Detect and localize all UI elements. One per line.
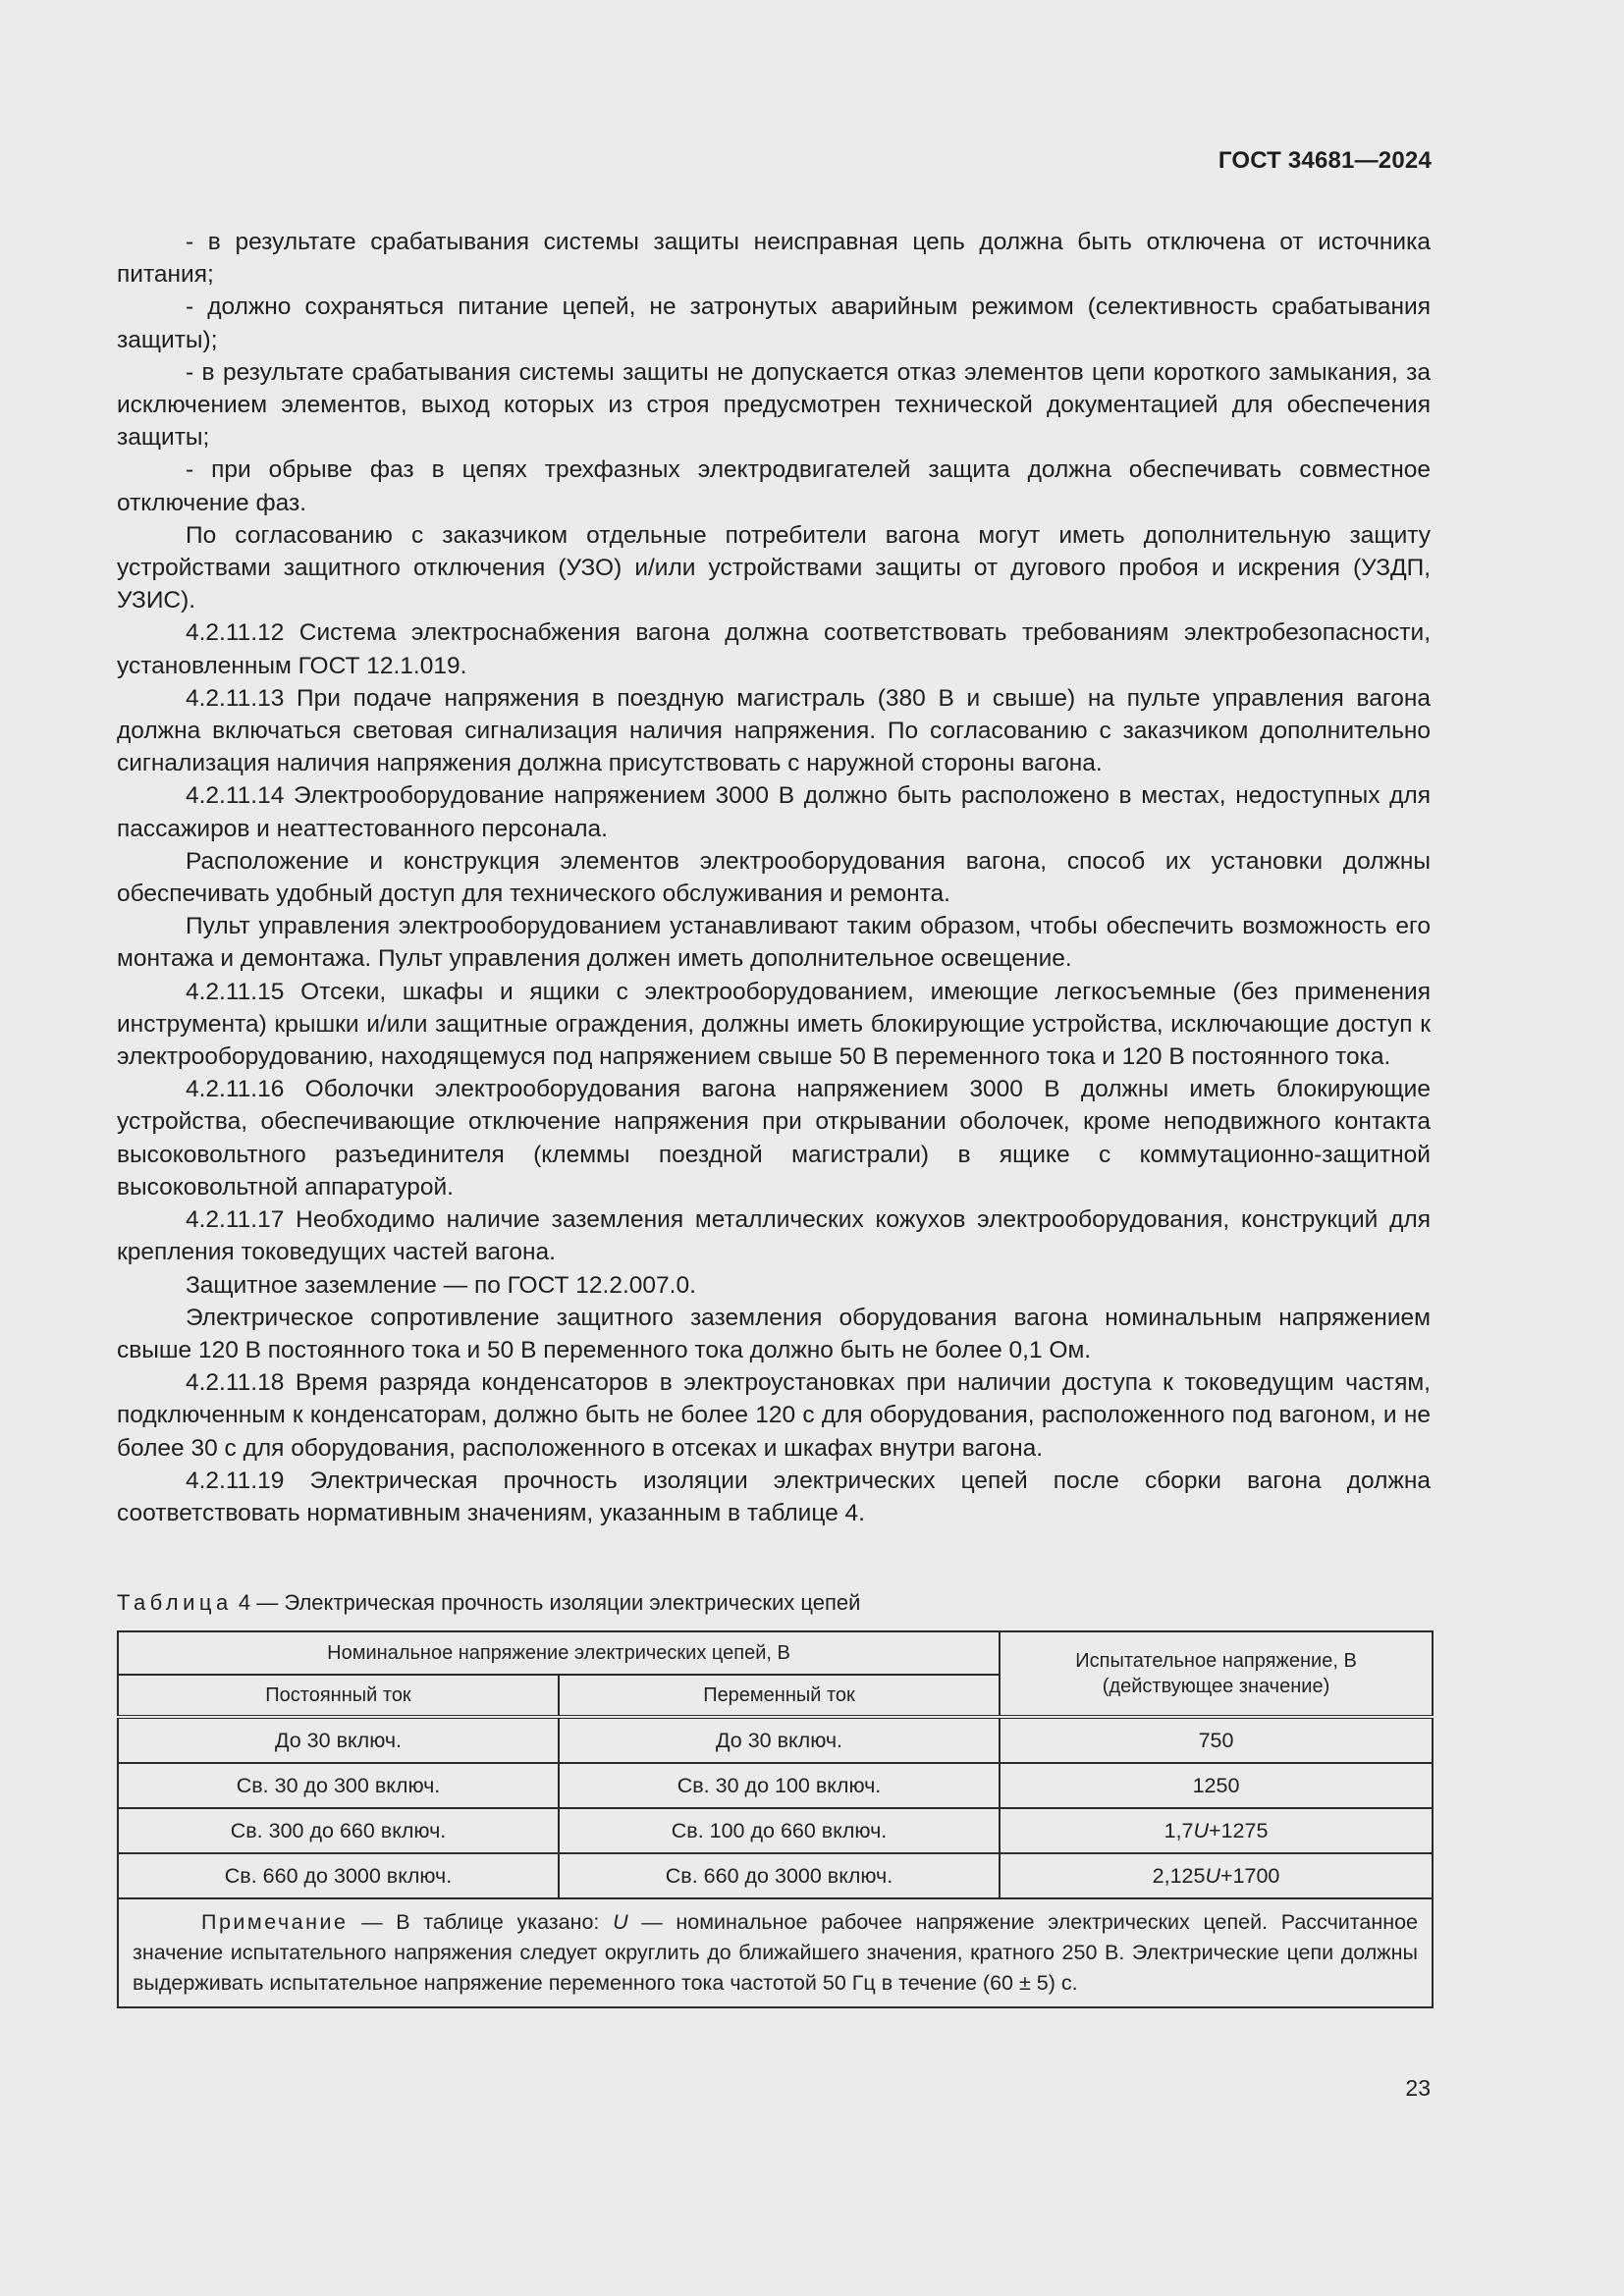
cell-test-voltage: 750 — [1000, 1717, 1433, 1763]
cell-ac: Св. 660 до 3000 включ. — [559, 1853, 1000, 1898]
cell-ac: Св. 100 до 660 включ. — [559, 1808, 1000, 1853]
cell-test-voltage: 2,125U+1700 — [1000, 1853, 1433, 1898]
table-row — [118, 1853, 1433, 1898]
header-test-voltage-line2: (действующее значение) — [1102, 1676, 1330, 1697]
paragraph: 4.2.11.19 Электрическая прочность изоляции электрических цепей после сборки вагона должна соответствовать нормативным значениям, указанным в таблице 4. — [117, 1467, 1431, 1526]
body-text — [117, 226, 1431, 1529]
paragraph: 4.2.11.15 Отсеки, шкафы и ящики с электрооборудованием, имеющие легкосъемные (без применения инструмента) крышки и/или защитные ограждения, должны иметь блокирующие устройства, исключающие доступ к электрооборудованию, находящемуся под напряжением свыше 50 В переменного тока и 120 В постоянного тока. — [117, 978, 1431, 1071]
cell-test-voltage: 1250 — [1000, 1763, 1433, 1808]
paragraph: 4.2.11.16 Оболочки электрооборудования вагона напряжением 3000 В должны иметь блокирующие устройства, обеспечивающие отключение напряжения при открывании оболочек, кроме неподвижного контакта высоковольтного разъединителя (клеммы поездной магистрали) в ящике с коммутационно-защитной высоковольтной аппаратурой. — [117, 1076, 1431, 1201]
paragraph: - в результате срабатывания системы защиты не допускается отказ элементов цепи короткого замыкания, за исключением элементов, выход которых из строя предусмотрен технической документацией для обеспечения защиты; — [117, 358, 1431, 452]
paragraph: 4.2.11.13 При подаче напряжения в поездную магистраль (380 В и свыше) на пульте управления вагона должна включаться световая сигнализация наличия напряжения. По согласованию с заказчиком дополнительно сигнализация наличия напряжения должна присутствовать с наружной стороны вагона. — [117, 684, 1431, 777]
paragraph: 4.2.11.18 Время разряда конденсаторов в электроустановках при наличии доступа к токоведущим частям, подключенным к конденсаторам, должно быть не более 120 с для оборудования, расположенного под вагоном, и не более 30 с для оборудования, расположенного в отсеках и шкафах внутри вагона. — [117, 1369, 1431, 1462]
header-test-voltage-line1: Испытательное напряжение, В — [1075, 1650, 1357, 1672]
table-row — [118, 1717, 1433, 1763]
paragraph: По согласованию с заказчиком отдельные потребители вагона могут иметь дополнительную защиту устройствами защитного отключения (УЗО) и/или устройствами защиты от дугового пробоя и искрения (УЗДП, УЗИС). — [117, 521, 1431, 614]
table-row — [118, 1763, 1433, 1808]
header-test-voltage — [1000, 1631, 1433, 1717]
cell-test-voltage: 1,7U+1275 — [1000, 1808, 1433, 1853]
cell-dc: Св. 30 до 300 включ. — [118, 1763, 559, 1808]
paragraph: - в результате срабатывания системы защиты неисправная цепь должна быть отключена от источника питания; — [117, 229, 1431, 289]
table-caption — [117, 1589, 860, 1617]
cell-ac: До 30 включ. — [559, 1717, 1000, 1763]
table-note: Примечание — В таблице указано: U — номинальное рабочее напряжение электрических цепей. Рассчитанное значение испытательного напряжения следует округлить до ближайшего значения, кратного 250 В. Электрические цепи должны выдерживать испытательное напряжение переменного тока частотой 50 Гц в течение (60 ± 5) с. — [118, 1898, 1433, 2007]
paragraph: Расположение и конструкция элементов электрооборудования вагона, способ их установки должны обеспечивать удобный доступ для технического обслуживания и ремонта. — [117, 847, 1431, 908]
cell-dc: Св. 300 до 660 включ. — [118, 1808, 559, 1853]
header-ac: Переменный ток — [559, 1675, 1000, 1717]
paragraph: Электрическое сопротивление защитного заземления оборудования вагона номинальным напряжением свыше 120 В постоянного тока и 50 В переменного тока должно быть не более 0,1 Ом. — [117, 1304, 1431, 1363]
header-dc: Постоянный ток — [118, 1675, 559, 1717]
paragraph: - должно сохраняться питание цепей, не затронутых аварийным режимом (селективность срабатывания защиты); — [117, 294, 1431, 353]
table-caption-label: Таблица — [117, 1590, 233, 1615]
insulation-strength-table — [117, 1630, 1434, 2008]
cell-ac: Св. 30 до 100 включ. — [559, 1763, 1000, 1808]
header-nominal-voltage: Номинальное напряжение электрических цепей, В — [118, 1631, 1000, 1675]
paragraph: 4.2.11.17 Необходимо наличие заземления металлических кожухов электрооборудования, конструкций для крепления токоведущих частей вагона. — [117, 1206, 1431, 1266]
paragraph: - при обрыве фаз в цепях трехфазных электродвигателей защита должна обеспечивать совместное отключение фаз. — [117, 456, 1431, 516]
document-code-header: ГОСТ 34681—2024 — [1218, 147, 1432, 174]
paragraph: Защитное заземление — по ГОСТ 12.2.007.0. — [186, 1271, 696, 1299]
paragraph: 4.2.11.14 Электрооборудование напряжением 3000 В должно быть расположено в местах, недоступных для пассажиров и неаттестованного персонала. — [117, 782, 1431, 842]
cell-dc: До 30 включ. — [118, 1717, 559, 1763]
table-note-row — [118, 1898, 1433, 2007]
cell-dc: Св. 660 до 3000 включ. — [118, 1853, 559, 1898]
table-caption-text: — Электрическая прочность изоляции электрических цепей — [256, 1590, 861, 1615]
paragraph: Пульт управления электрооборудованием устанавливают таким образом, чтобы обеспечить возможность его монтажа и демонтажа. Пульт управления должен иметь дополнительное освещение. — [117, 913, 1431, 973]
table-caption-number: 4 — [238, 1590, 251, 1615]
table-row — [118, 1808, 1433, 1853]
paragraph: 4.2.11.12 Система электроснабжения вагона должна соответствовать требованиям электробезопасности, установленным ГОСТ 12.1.019. — [117, 619, 1431, 679]
note-label: Примечание — [201, 1910, 349, 1934]
page-number: 23 — [1405, 2075, 1431, 2101]
